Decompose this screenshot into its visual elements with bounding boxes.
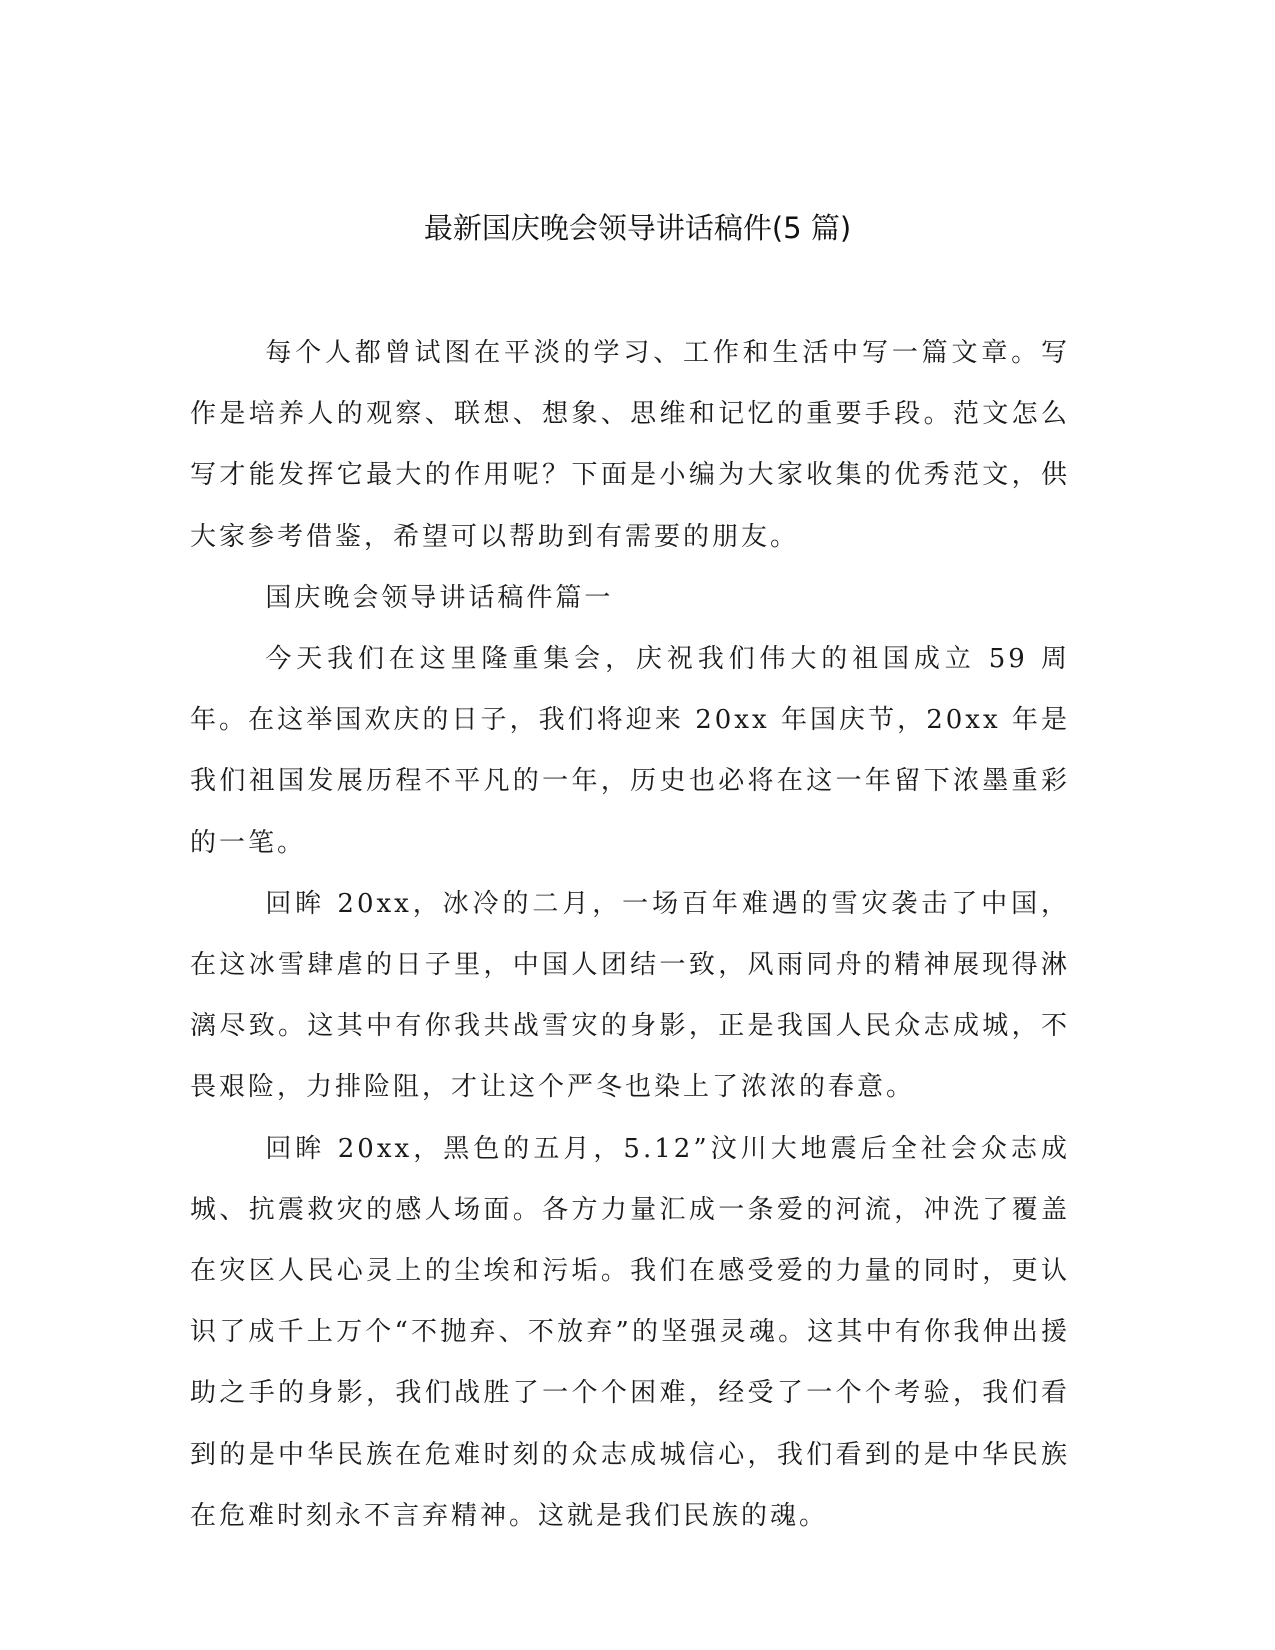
paragraph-opening: 今天我们在这里隆重集会，庆祝我们伟大的祖国成立 59 周年。在这举国欢庆的日子，我们将迎来 20xx 年国庆节，20xx 年是我们祖国发展历程不平凡的一年，历史也必将在这一年留下浓墨重彩的一笔。 xyxy=(190,644,1070,858)
section-heading: 国庆晚会领导讲话稿件篇一 xyxy=(265,582,614,613)
document-title: 最新国庆晚会领导讲话稿件(5 篇) xyxy=(423,211,852,245)
paragraph-earthquake: 回眸 20xx，黑色的五月，5.12”汶川大地震后全社会众志成城、抗震救灾的感人场面。各方力量汇成一条爱的河流，冲洗了覆盖在灾区人民心灵上的尘埃和污垢。我们在感受爱的力量的同时，更认识了成千上万个“不抛弃、不放弃”的坚强灵魂。这其中有你我伸出援助之手的身影，我们战胜了一个个困难，经受了一个个考验，我们看到的是中华民族在危难时刻的众志成城信心，我们看到的是中华民族在危难时刻永不言弃精神。这就是我们民族的魂。 xyxy=(190,1133,1070,1531)
paragraph-snow-disaster: 回眸 20xx，冰冷的二月，一场百年难遇的雪灾袭击了中国，在这冰雪肆虐的日子里，中国人团结一致，风雨同舟的精神展现得淋漓尽致。这其中有你我共战雪灾的身影，正是我国人民众志成城，不畏艰险，力排险阻，才让这个严冬也染上了浓浓的春意。 xyxy=(190,888,1070,1103)
paragraph-intro: 每个人都曾试图在平淡的学习、工作和生活中写一篇文章。写作是培养人的观察、联想、想象、思维和记忆的重要手段。范文怎么写才能发挥它最大的作用呢？下面是小编为大家收集的优秀范文，供大家参考借鉴，希望可以帮助到有需要的朋友。 xyxy=(190,338,1070,552)
document-body xyxy=(190,323,1070,1547)
